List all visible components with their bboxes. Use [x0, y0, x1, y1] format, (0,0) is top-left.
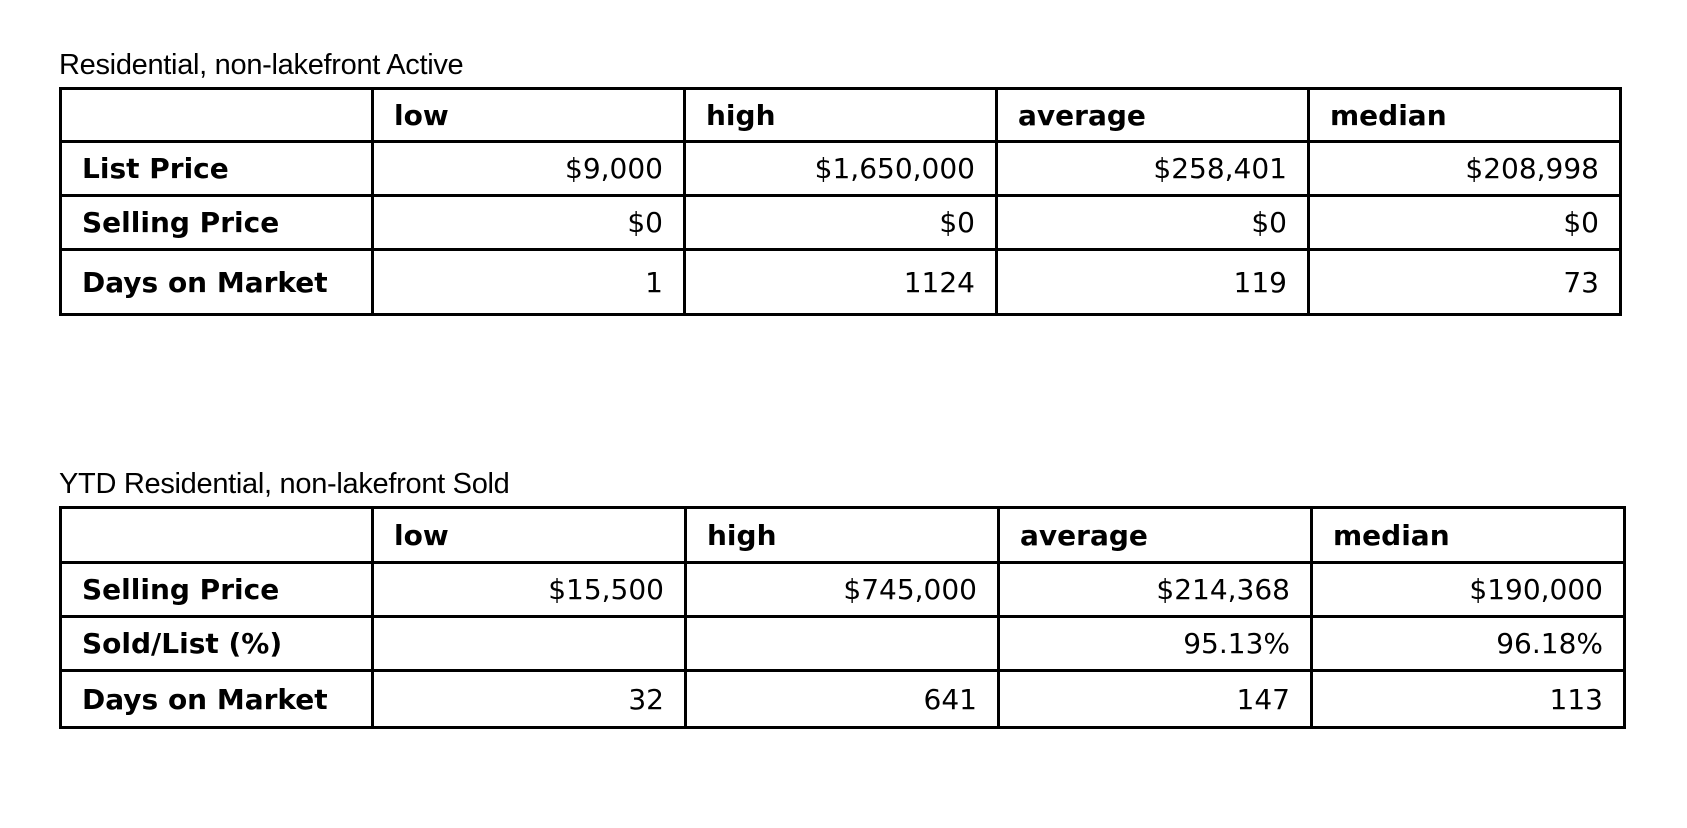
sold-table-title: YTD Residential, non-lakefront Sold [59, 468, 510, 500]
cell-low: $15,500 [373, 563, 686, 617]
cell-average: $214,368 [999, 563, 1312, 617]
cell-low: 1 [373, 250, 685, 315]
cell-average: $0 [997, 196, 1309, 250]
cell-median: $190,000 [1312, 563, 1625, 617]
table-header-row [61, 89, 1621, 142]
cell-median: 113 [1312, 671, 1625, 728]
cell-high [686, 617, 999, 671]
table-row [61, 671, 1625, 728]
cell-median: $208,998 [1309, 142, 1621, 196]
cell-average: 147 [999, 671, 1312, 728]
table-row [61, 250, 1621, 315]
cell-average: $258,401 [997, 142, 1309, 196]
cell-average: 119 [997, 250, 1309, 315]
table-row [61, 142, 1621, 196]
row-label: Sold/List (%) [61, 617, 373, 671]
ytd-sold-table [59, 506, 1626, 729]
cell-median: 73 [1309, 250, 1621, 315]
cell-low: $0 [373, 196, 685, 250]
cell-high: $745,000 [686, 563, 999, 617]
row-label: Selling Price [61, 196, 373, 250]
cell-high: $1,650,000 [685, 142, 997, 196]
cell-high: 1124 [685, 250, 997, 315]
cell-low: 32 [373, 671, 686, 728]
column-header-average: average [997, 89, 1309, 142]
row-label: Days on Market [61, 250, 373, 315]
row-label: List Price [61, 142, 373, 196]
column-header-low: low [373, 89, 685, 142]
cell-average: 95.13% [999, 617, 1312, 671]
cell-low: $9,000 [373, 142, 685, 196]
cell-low [373, 617, 686, 671]
active-listings-table [59, 87, 1622, 316]
active-table-title: Residential, non-lakefront Active [59, 49, 464, 81]
cell-median: 96.18% [1312, 617, 1625, 671]
table-row [61, 196, 1621, 250]
cell-median: $0 [1309, 196, 1621, 250]
cell-high: $0 [685, 196, 997, 250]
table-row [61, 563, 1625, 617]
corner-cell [61, 89, 373, 142]
column-header-median: median [1312, 508, 1625, 563]
table-header-row [61, 508, 1625, 563]
column-header-high: high [685, 89, 997, 142]
row-label: Selling Price [61, 563, 373, 617]
column-header-average: average [999, 508, 1312, 563]
table-row [61, 617, 1625, 671]
row-label: Days on Market [61, 671, 373, 728]
column-header-high: high [686, 508, 999, 563]
column-header-median: median [1309, 89, 1621, 142]
corner-cell [61, 508, 373, 563]
cell-high: 641 [686, 671, 999, 728]
column-header-low: low [373, 508, 686, 563]
